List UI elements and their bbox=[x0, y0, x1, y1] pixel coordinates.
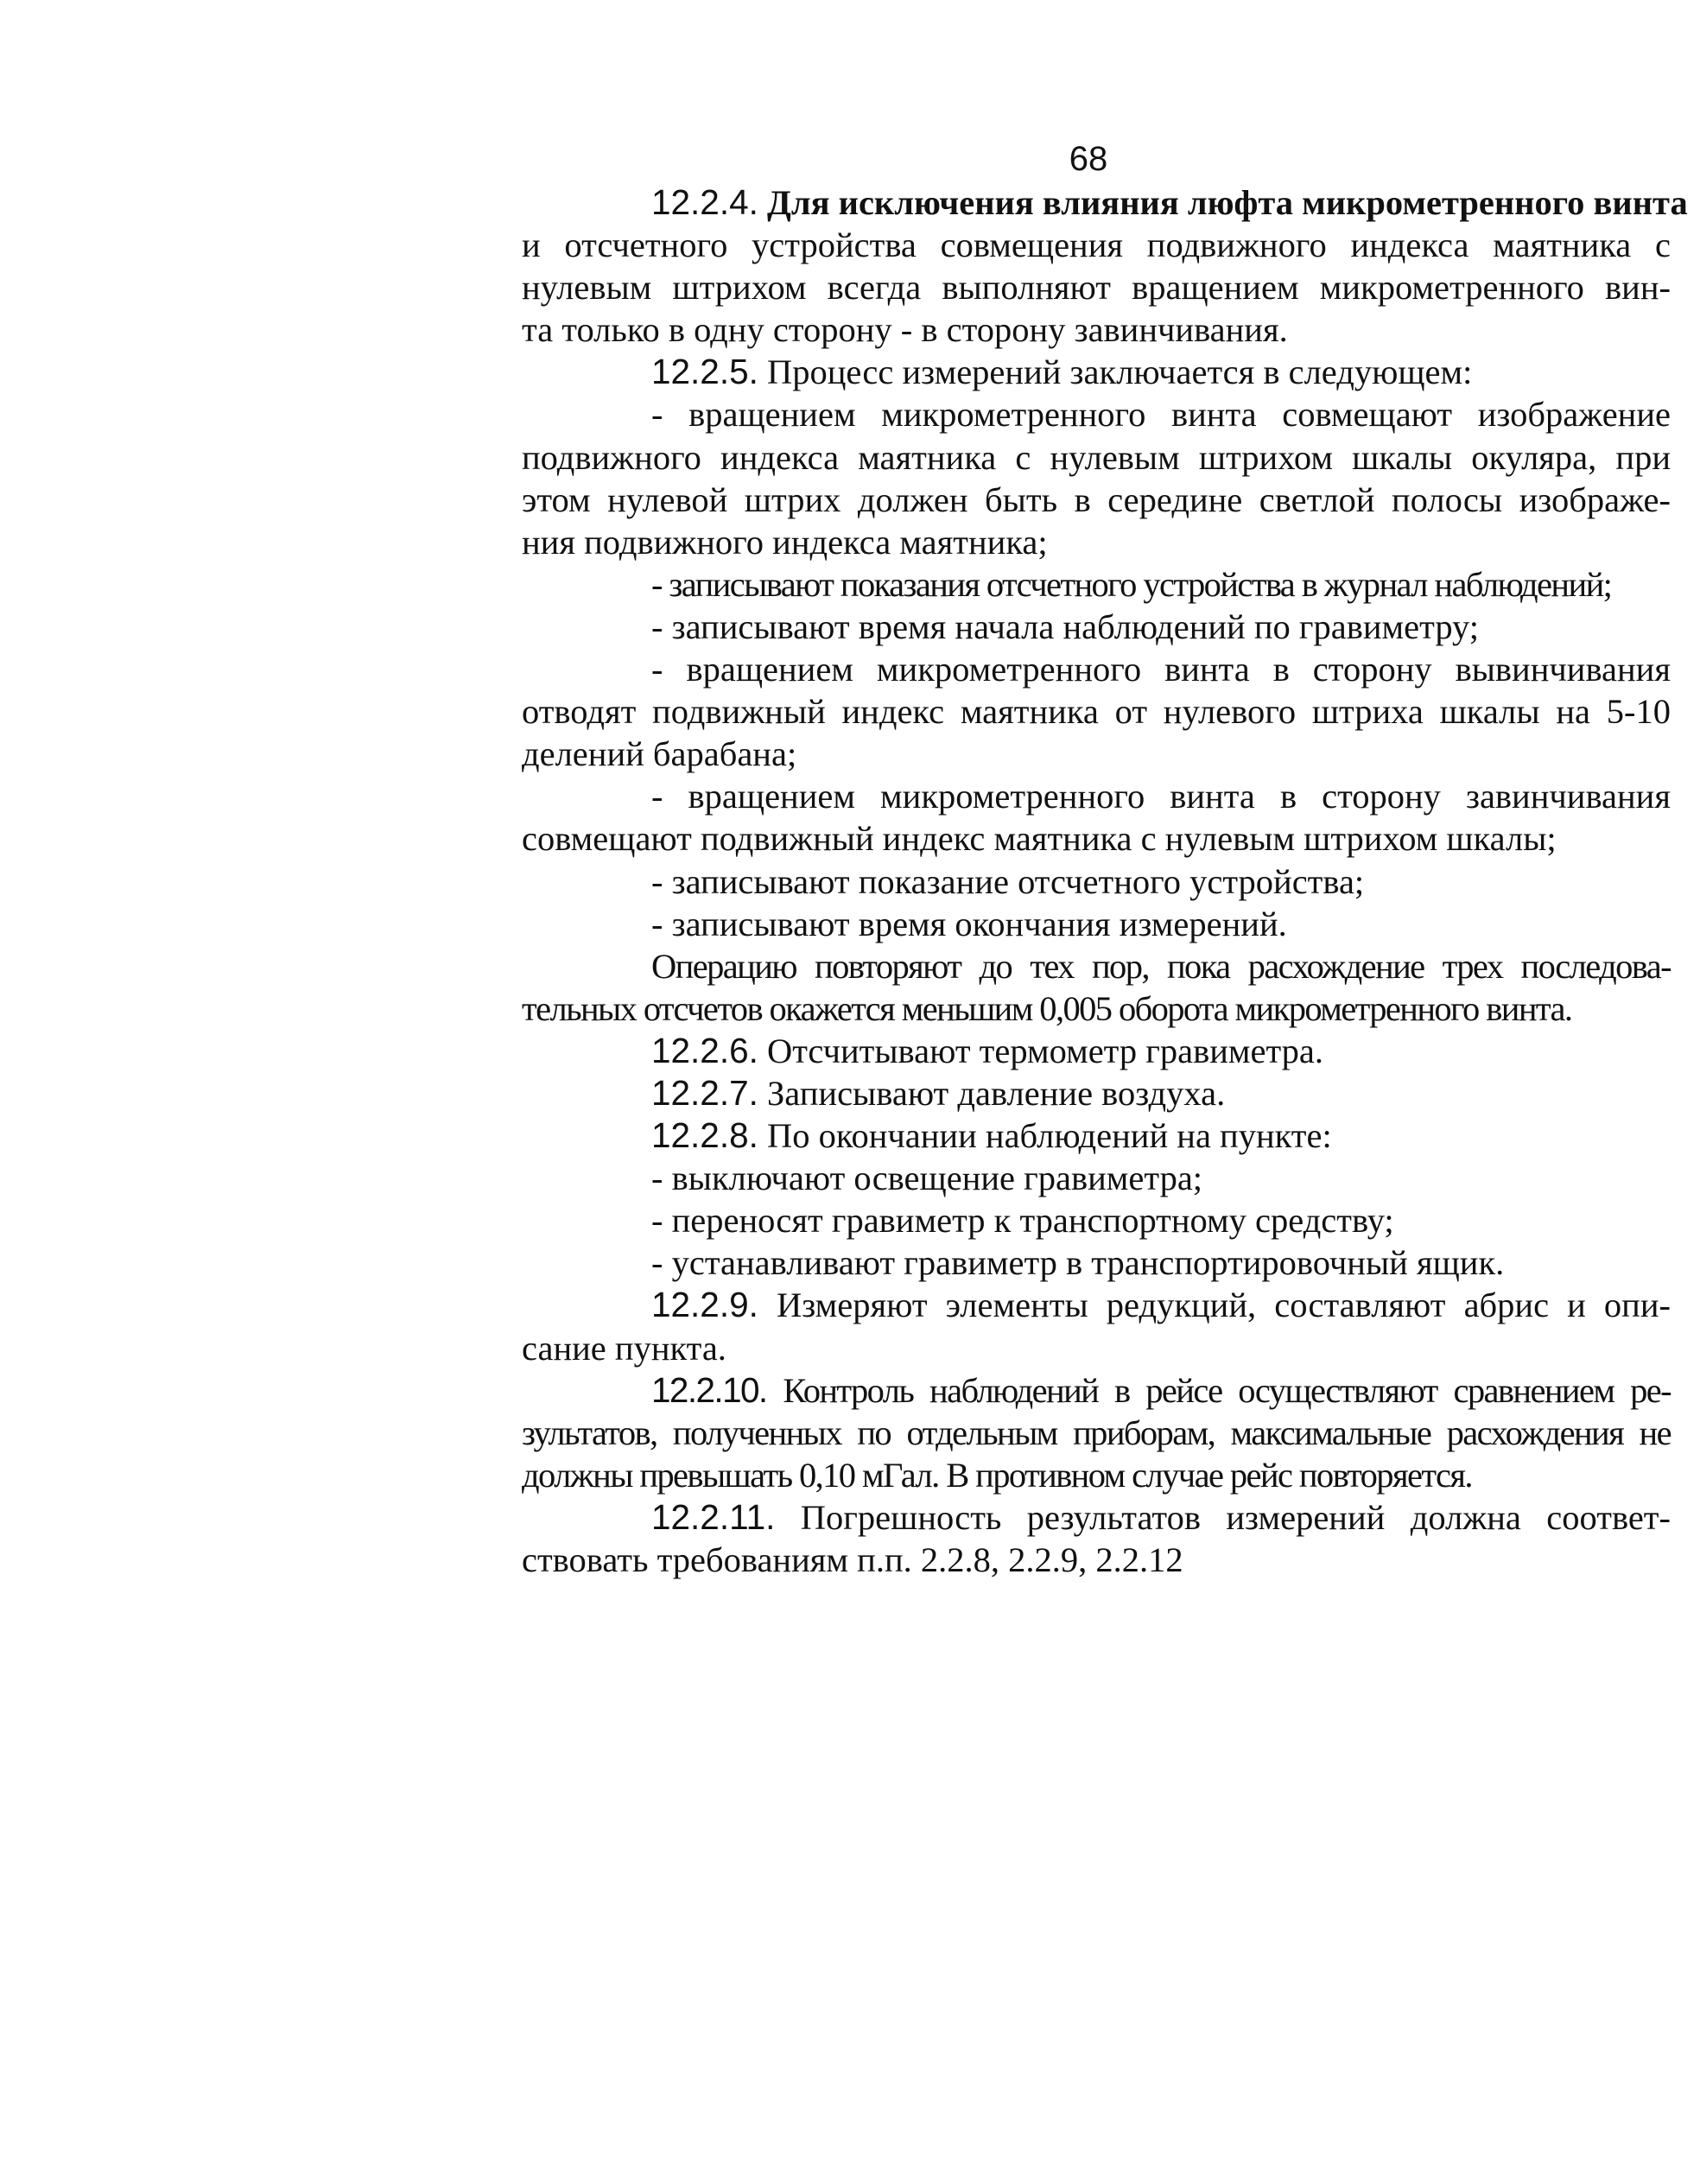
text-line: 12.2.10. Контроль наблюдений в рейсе осуществляют сравнением ре- bbox=[651, 1369, 1671, 1410]
list-item bbox=[522, 563, 1671, 606]
text-line: - записывают время окончания измерений. bbox=[651, 904, 1287, 943]
text-line: Операцию повторяют до тех пор, пока расхождение трех последова- bbox=[651, 946, 1671, 986]
text-line: - устанавливают гравиметр в транспортировочный ящик. bbox=[651, 1243, 1505, 1283]
text-line: 12.2.6. Отсчитывают термометр гравиметра. bbox=[651, 1030, 1324, 1070]
list-item bbox=[522, 1157, 1671, 1199]
paragraph-12-2-4 bbox=[522, 181, 1688, 351]
list-item bbox=[522, 606, 1671, 648]
list-item bbox=[522, 1241, 1671, 1284]
text-line: нулевым штрихом всегда выполняют вращением микрометренного вин- bbox=[522, 268, 1671, 308]
text-line: - вращением микрометренного винта в сторону вывинчивания bbox=[651, 650, 1671, 689]
text-line: и отсчетного устройства совмещения подвижного индекса маятника с bbox=[522, 225, 1671, 265]
text-line: сание пункта. bbox=[522, 1328, 726, 1368]
paragraph-12-2-9 bbox=[522, 1284, 1671, 1368]
list-item bbox=[522, 1199, 1671, 1241]
text-line: - записывают показание отсчетного устройства; bbox=[651, 861, 1365, 901]
paragraph-12-2-11 bbox=[522, 1496, 1671, 1581]
paragraph-12-2-7 bbox=[522, 1072, 1671, 1114]
list-item bbox=[522, 860, 1671, 903]
text-line: 12.2.4. Для исключения влияния люфта микрометренного винта bbox=[651, 182, 1688, 222]
text-line: - вращением микрометренного винта совмещают изображение bbox=[651, 395, 1671, 435]
text-line: - записывают показания отсчетного устройства в журнал наблюдений; bbox=[651, 564, 1612, 604]
text-line: та только в одну сторону - в сторону завинчивания. bbox=[522, 310, 1288, 350]
list-item bbox=[522, 393, 1671, 562]
text-line: ния подвижного индекса маятника; bbox=[522, 522, 1048, 562]
text-line: - записывают время начала наблюдений по гравиметру; bbox=[651, 606, 1480, 646]
list-item bbox=[522, 775, 1671, 860]
text-line: тельных отсчетов окажется меньшим 0,005 оборота микрометренного винта. bbox=[522, 988, 1572, 1028]
text-line: ствовать требованиям п.п. 2.2.8, 2.2.9, 2.2.12 bbox=[522, 1540, 1183, 1579]
text-line: 12.2.11. Погрешность результатов измерений должна соответ- bbox=[651, 1496, 1671, 1537]
text-line: подвижного индекса маятника с нулевым штрихом шкалы окуляра, при bbox=[522, 437, 1671, 477]
paragraph-12-2-6 bbox=[522, 1030, 1671, 1072]
text-line: делений барабана; bbox=[522, 734, 797, 774]
text-line: 12.2.7. Записывают давление воздуха. bbox=[651, 1072, 1226, 1113]
text-line: 12.2.9. Измеряют элементы редукций, составляют абрис и опи- bbox=[651, 1285, 1671, 1325]
page-number: 68 bbox=[1069, 140, 1108, 178]
paragraph-12-2-10 bbox=[522, 1369, 1671, 1496]
text-line: должны превышать 0,10 мГал. В противном случае рейс повторяется. bbox=[522, 1455, 1472, 1495]
paragraph-12-2-8 bbox=[522, 1114, 1671, 1157]
text-line: совмещают подвижный индекс маятника с нулевым штрихом шкалы; bbox=[522, 819, 1557, 859]
text-line: - выключают освещение гравиметра; bbox=[651, 1159, 1203, 1198]
text-line: - вращением микрометренного винта в сторону завинчивания bbox=[651, 777, 1671, 816]
list-item bbox=[522, 903, 1671, 945]
list-item bbox=[522, 648, 1671, 775]
text-line: зультатов, полученных по отдельным приборам, максимальные расхождения не bbox=[522, 1413, 1671, 1452]
text-line: - переносят гравиметр к транспортному средству; bbox=[651, 1201, 1394, 1241]
paragraph-12-2-5 bbox=[522, 351, 1671, 393]
text-line: отводят подвижный индекс маятника от нулевого штриха шкалы на 5-10 bbox=[522, 692, 1671, 732]
text-line: 12.2.8. По окончании наблюдений на пункте: bbox=[651, 1115, 1332, 1156]
paragraph-repeat-operation bbox=[522, 945, 1671, 1030]
text-line: этом нулевой штрих должен быть в середине светлой полосы изображе- bbox=[522, 479, 1671, 519]
text-line: 12.2.5. Процесс измерений заключается в следующем: bbox=[651, 352, 1473, 392]
document-body bbox=[522, 181, 1688, 1581]
